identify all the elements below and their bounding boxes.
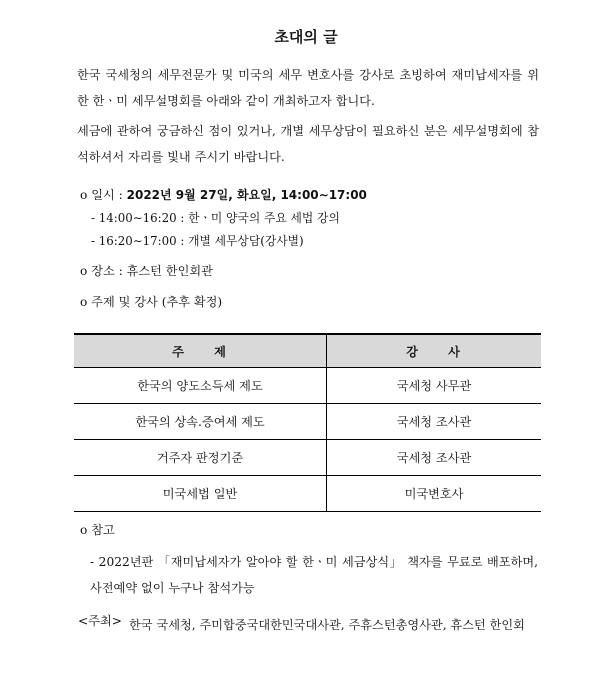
reference-note: - 2022년판 「재미납세자가 알아야 할 한ㆍ미 세금상식」 책자를 무료로 배포하며, 사전예약 없이 누구나 참석가능 <box>90 555 538 595</box>
table-header-row <box>74 334 541 368</box>
schedule-item-consulting: - 16:20∼17:00 : 개별 세무상담(강사별) <box>91 234 304 248</box>
schedule-label: o 일시 : <box>80 188 127 202</box>
table-row <box>74 404 541 440</box>
topics-heading: o 주제 및 강사 (추후 확정) <box>80 295 223 309</box>
table-row <box>74 368 541 404</box>
venue-line: o 장소 : 휴스턴 한인회관 <box>80 264 213 278</box>
table-row <box>74 440 541 476</box>
table-cell-lecturer: 국세청 사무관 <box>327 368 542 404</box>
table-cell-lecturer: 국세청 조사관 <box>327 440 542 476</box>
table-cell-topic: 거주자 판정기준 <box>74 440 327 476</box>
table-header-lecturer: 강 사 <box>327 334 542 368</box>
page-title: 초대의 글 <box>274 28 338 46</box>
schedule-date: 2022년 9월 27일, 화요일, 14:00∼17:00 <box>126 188 367 202</box>
table-cell-lecturer: 미국변호사 <box>327 476 542 512</box>
host-organizations: 한국 국세청, 주미합중국대한민국대사관, 주휴스턴총영사관, 휴스턴 한인회 <box>129 618 525 632</box>
table-cell-topic: 한국의 양도소득세 제도 <box>74 368 327 404</box>
intro-paragraph-2: 세금에 관하여 궁금하신 점이 있거나, 개별 세무상담이 필요하신 분은 세무설명회에 참석하셔서 자리를 빛내 주시기 바랍니다. <box>77 124 539 164</box>
table-row <box>74 476 541 512</box>
table-cell-topic: 한국의 상속.증여세 제도 <box>74 404 327 440</box>
host-label: <주최> <box>78 614 122 628</box>
reference-heading: o 참고 <box>80 523 115 537</box>
lecture-table <box>74 333 541 512</box>
schedule-item-lecture: - 14:00∼16:20 : 한ㆍ미 양국의 주요 세법 강의 <box>91 211 340 225</box>
table-cell-lecturer: 국세청 조사관 <box>327 404 542 440</box>
intro-paragraph-1: 한국 국세청의 세무전문가 및 미국의 세무 변호사를 강사로 초빙하여 재미납세자를 위한 한ㆍ미 세무설명회를 아래와 같이 개최하고자 합니다. <box>77 68 539 108</box>
schedule-line <box>80 186 367 203</box>
table-cell-topic: 미국세법 일반 <box>74 476 327 512</box>
table-header-topic: 주 제 <box>74 334 327 368</box>
